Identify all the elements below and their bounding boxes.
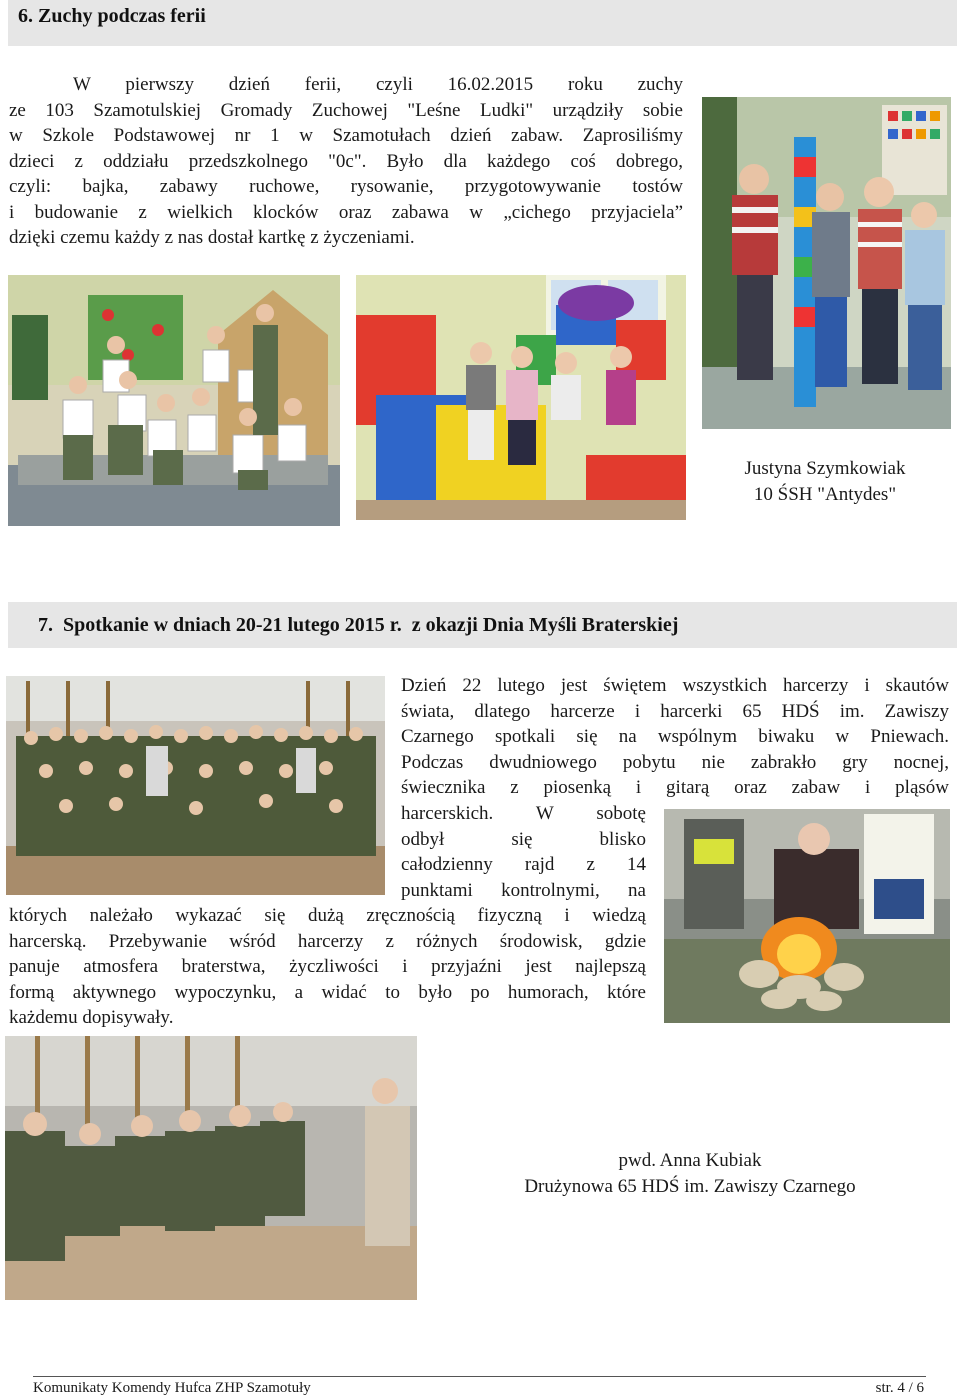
section-6-signature (700, 456, 950, 508)
author-unit: 10 ŚSH "Antydes" (753, 484, 897, 505)
text-line: całodzienny rajd z 14 (401, 854, 646, 875)
text-line: dzięki czemu każdy z nas dostał kartkę z życzeniami. (9, 227, 415, 248)
section-6-text (9, 72, 683, 251)
text-line: odbył się blisko (401, 828, 646, 850)
text-line: dzieci z oddziału przedszkolnego "0c". Było dla każdego coś dobrego, (9, 150, 683, 172)
footer-rule (33, 1376, 926, 1377)
text-line: czyli: bajka, zabawy ruchowe, rysowanie, przygotowywanie tostów (9, 176, 683, 197)
text-line: harcerską. Przebywanie wśród harcerzy z różnych środowisk, gdzie (9, 930, 646, 952)
photo-campfire (664, 809, 950, 1023)
section-7-text-right (401, 673, 949, 801)
footer-page-number: str. 4 / 6 (875, 1380, 924, 1396)
text-line: i budowanie z wielkich klocków oraz zabawa w „cichego przyjaciela” (9, 201, 683, 223)
text-line: w Szkole Podstawowej nr 1 w Szamotułach dzień zabaw. Zaprosiliśmy (9, 125, 683, 146)
photo-scouts-sitting (5, 1036, 417, 1300)
photo-scouts-group-gym (6, 676, 385, 895)
text-line: każdemu dopisywały. (9, 1007, 174, 1028)
section-6-title: 6. Zuchy podczas ferii (18, 5, 206, 27)
text-line: Dzień 22 lutego jest świętem wszystkich harcerzy i skautów (401, 675, 949, 696)
text-line: panuje atmosfera braterstwa, życzliwości i przyjaźni jest najlepszą (9, 956, 646, 977)
text-line: ze 103 Szamotulskiej Gromady Zuchowej "Leśne Ludki" urządziły sobie (9, 99, 683, 121)
author-name: Justyna Szymkowiak (744, 458, 906, 479)
text-line: punktami kontrolnymi, na (401, 879, 646, 901)
photo-children-soft-blocks (356, 275, 686, 520)
section-7-header (8, 602, 957, 648)
text-line: Czarnego spotkali się na wspólnym biwaku w Pniewach. (401, 726, 949, 747)
section-6-header (8, 0, 957, 46)
text-line: formą aktywnego wypoczynku, a widać to było po humorach, które (9, 981, 646, 1003)
section-7-signature (480, 1148, 900, 1200)
section-7-title: 7. Spotkanie w dniach 20-21 lutego 2015 r. z okazji Dnia Myśli Braterskiej (38, 614, 679, 636)
text-line: harcerskich. W sobotę (401, 803, 646, 824)
photo-kids-with-drawings (8, 275, 340, 526)
text-line: świecznika z piosenką i gitarą oraz zabaw i pląsów (401, 777, 949, 798)
section-7-text-bottom (9, 903, 646, 1031)
text-line: których należało wykazać się dużą zręcznością fizyczną i wiedzą (9, 905, 646, 926)
section-7-text-middle (401, 801, 646, 903)
text-line: W pierwszy dzień ferii, czyli 16.02.2015 roku zuchy (73, 74, 683, 95)
author-role: Drużynowa 65 HDŚ im. Zawiszy Czarnego (524, 1176, 856, 1197)
text-line: Podczas dwudniowego pobytu nie zabrakło gry nocnej, (401, 751, 949, 773)
author-name: pwd. Anna Kubiak (618, 1150, 762, 1171)
text-line: świata, dlatego harcerze i harcerki 65 HDŚ im. Zawiszy (401, 700, 949, 722)
footer-publication: Komunikaty Komendy Hufca ZHP Szamotuły (33, 1380, 311, 1396)
photo-boys-block-tower (702, 97, 951, 429)
